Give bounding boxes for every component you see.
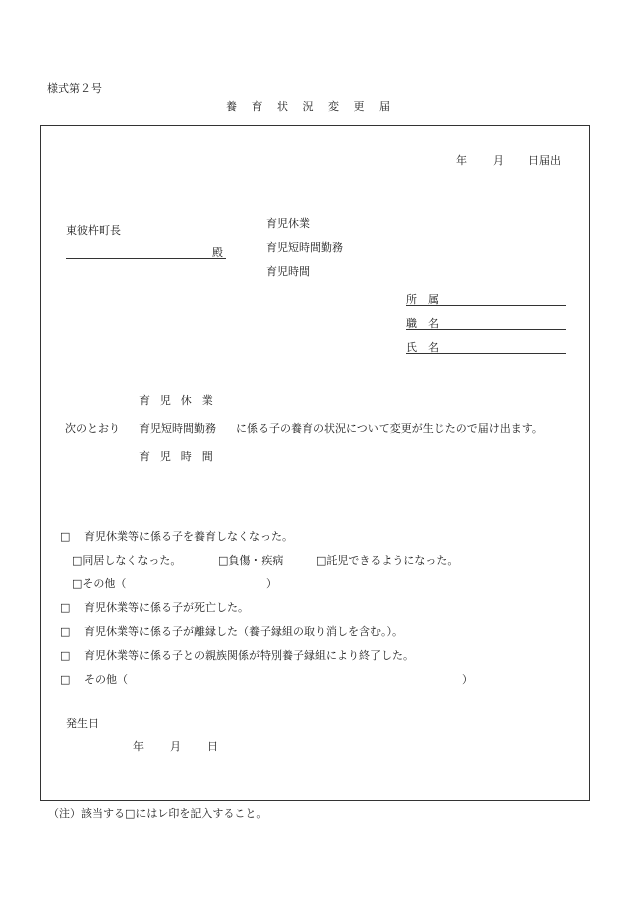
date-day-submitted: 日届出 bbox=[528, 154, 561, 167]
footnote: （注）該当する□にはレ印を記入すること。 bbox=[48, 807, 268, 820]
item-4-text: 育児休業等に係る子との親族関係が特別養子縁組により終了した。 bbox=[84, 649, 414, 662]
name-field[interactable] bbox=[406, 353, 566, 354]
occurrence-month: 月 bbox=[170, 740, 181, 753]
item-5-open: その他（ bbox=[84, 673, 128, 686]
occurrence-year: 年 bbox=[133, 740, 144, 753]
form-number: 様式第２号 bbox=[47, 82, 102, 95]
item-2-text: 育児休業等に係る子が死亡した。 bbox=[84, 601, 249, 614]
item-5-close: ） bbox=[462, 673, 473, 686]
item-3-checkbox[interactable]: □ bbox=[60, 625, 71, 638]
item-5-checkbox[interactable]: □ bbox=[60, 673, 71, 686]
sub-item-1[interactable]: □同居しなくなった。 bbox=[72, 554, 182, 567]
item-1-text: 育児休業等に係る子を養育しなくなった。 bbox=[84, 530, 293, 543]
affiliation-label: 所 属 bbox=[406, 293, 439, 306]
statement-type-1: 育児休業 bbox=[139, 394, 223, 407]
date-year: 年 bbox=[456, 154, 467, 167]
affiliation-field[interactable] bbox=[406, 305, 566, 306]
statement-tail: に係る子の養育の状況について変更が生じたので届け出ます。 bbox=[236, 422, 543, 435]
item-4-checkbox[interactable]: □ bbox=[60, 649, 71, 662]
statement-type-3: 育児時間 bbox=[139, 450, 223, 463]
addressee-name: 東彼杵町長 bbox=[66, 224, 121, 237]
statement-lead: 次のとおり bbox=[65, 422, 120, 435]
addressee-honorific: 殿 bbox=[212, 246, 223, 259]
addressee-underline bbox=[66, 258, 226, 259]
occurrence-label: 発生日 bbox=[66, 717, 99, 730]
name-label: 氏 名 bbox=[406, 341, 439, 354]
statement-type-2: 育児短時間勤務 bbox=[139, 422, 216, 435]
form-frame bbox=[40, 125, 590, 801]
item-2-checkbox[interactable]: □ bbox=[60, 601, 71, 614]
sub-item-4-open[interactable]: □その他（ bbox=[72, 577, 127, 590]
date-month: 月 bbox=[493, 154, 504, 167]
item-3-text: 育児休業等に係る子が離縁した（養子縁組の取り消しを含む。）。 bbox=[84, 625, 403, 638]
sub-item-3[interactable]: □託児できるようになった。 bbox=[316, 554, 459, 567]
position-field[interactable] bbox=[406, 329, 566, 330]
leave-type-1: 育児休業 bbox=[266, 217, 310, 230]
leave-type-3: 育児時間 bbox=[266, 265, 310, 278]
sub-item-2[interactable]: □負傷・疾病 bbox=[218, 554, 284, 567]
position-label: 職 名 bbox=[406, 317, 439, 330]
item-1-checkbox[interactable]: □ bbox=[60, 530, 71, 543]
occurrence-day: 日 bbox=[207, 740, 218, 753]
leave-type-2: 育児短時間勤務 bbox=[266, 241, 343, 254]
sub-item-4-close: ） bbox=[266, 577, 277, 590]
page-title: 養 育 状 況 変 更 届 bbox=[226, 100, 396, 113]
